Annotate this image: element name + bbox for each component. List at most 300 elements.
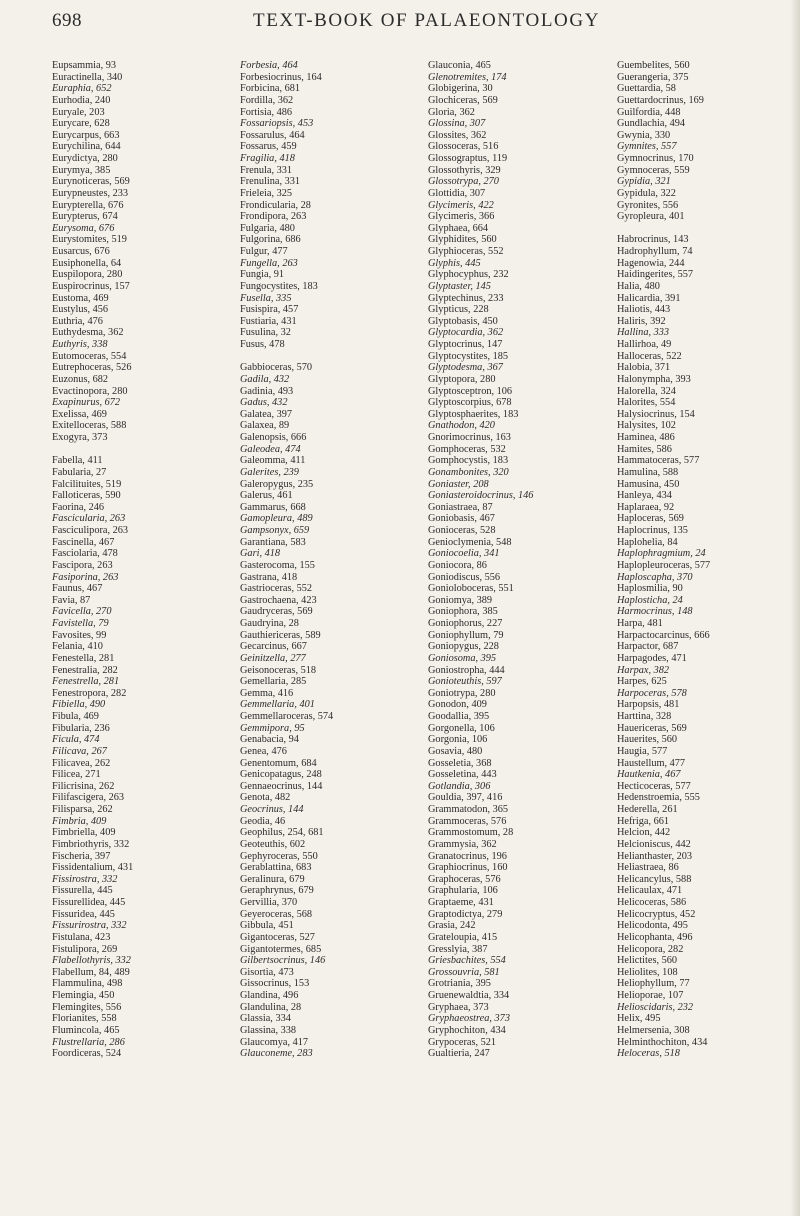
index-entry: Gerablattina, 683 <box>240 862 312 874</box>
index-entry: Eupsammia, 93 <box>52 60 117 71</box>
index-entry: Harpes, 625 <box>617 676 667 688</box>
index-entry: Glochiceras, 569 <box>428 94 498 106</box>
index-entry: Grammatodon, 365 <box>428 804 509 815</box>
index-entry: Eurypterella, 676 <box>52 199 124 211</box>
index-entry: Flumincola, 465 <box>52 1024 120 1036</box>
index-entry: Fabularia, 27 <box>52 466 107 478</box>
index-entry: Eurystomites, 519 <box>52 234 127 246</box>
index-entry: Goodallia, 395 <box>428 711 490 722</box>
index-entry: Fascicularia, 263 <box>52 513 126 525</box>
index-entry: Hautkenia, 467 <box>617 769 681 781</box>
index-entry: Gigantotermes, 685 <box>240 943 322 955</box>
index-entry: Heloceras, 518 <box>617 1048 680 1060</box>
index-entry: Fusella, 335 <box>240 292 292 304</box>
index-entry: Fistulipora, 269 <box>52 943 118 955</box>
index-entry: Gisortia, 473 <box>240 966 294 978</box>
index-entry: Exogyra, 373 <box>52 432 108 443</box>
index-entry: Goniotrypa, 280 <box>428 687 496 699</box>
index-entry: Graphiocrinus, 160 <box>428 862 508 874</box>
index-entry: Fungocystites, 183 <box>240 280 318 292</box>
index-entry: Haplopleuroceras, 577 <box>617 559 711 571</box>
index-entry: Gorgonella, 106 <box>428 722 495 734</box>
index-entry: Gosavia, 480 <box>428 745 483 757</box>
index-entry: Flabellum, 84, 489 <box>52 966 130 978</box>
section-gap <box>52 444 222 456</box>
index-entry: Glaucomya, 417 <box>240 1036 309 1048</box>
index-entry: Halysites, 102 <box>617 420 676 432</box>
index-entry: Halicardia, 391 <box>617 292 681 304</box>
index-entry: Glyptosceptron, 106 <box>428 385 513 397</box>
index-entry: Helicaulax, 471 <box>617 885 683 897</box>
index-entry: Galerus, 461 <box>240 490 293 502</box>
index-column-1 <box>52 60 222 1060</box>
index-entry: Fasiporina, 263 <box>52 571 119 583</box>
index-entry: Eurycare, 628 <box>52 118 110 130</box>
index-entry: Gibbula, 451 <box>240 920 294 932</box>
index-entry: Guerangeria, 375 <box>617 71 689 83</box>
section-gap <box>240 351 410 363</box>
index-entry: Filifascigera, 263 <box>52 792 125 804</box>
index-entry: Foordiceras, 524 <box>52 1048 122 1060</box>
index-entry: Glauconia, 465 <box>428 60 491 71</box>
index-entry: Geinitzella, 277 <box>240 652 306 664</box>
index-entry: Garantiana, 583 <box>240 536 306 548</box>
index-entry: Eurydictya, 280 <box>52 153 118 164</box>
index-entry: Guembelites, 560 <box>617 60 690 71</box>
index-entry: Galeropygus, 235 <box>240 478 314 490</box>
index-entry: Flabellothyris, 332 <box>52 955 131 967</box>
index-entry: Glypticus, 228 <box>428 304 489 316</box>
index-entry: Fragilia, 418 <box>240 153 295 164</box>
index-entry: Fasciculipora, 263 <box>52 525 129 536</box>
index-entry: Helix, 495 <box>617 1013 661 1025</box>
index-entry: Eurychilina, 644 <box>52 141 121 153</box>
index-entry: Halorites, 554 <box>617 397 676 409</box>
index-entry: Gosseletina, 443 <box>428 769 497 781</box>
index-entry: Gloria, 362 <box>428 106 475 118</box>
index-entry: Eurymya, 385 <box>52 164 111 176</box>
index-entry: Euspirocrinus, 157 <box>52 280 130 292</box>
index-entry: Grossouvria, 581 <box>428 966 500 978</box>
index-entry: Eurhodia, 240 <box>52 94 111 106</box>
index-entry: Euractinella, 340 <box>52 71 123 83</box>
index-entry: Haminea, 486 <box>617 432 675 443</box>
index-entry: Hadrophyllum, 74 <box>617 246 693 257</box>
index-entry: Gosseletia, 368 <box>428 757 492 769</box>
index-entry: Ficula, 474 <box>52 734 100 746</box>
index-entry: Filicrisina, 262 <box>52 780 115 792</box>
index-entry: Gervillia, 370 <box>240 897 298 908</box>
index-entry: Goniosoma, 395 <box>428 652 497 664</box>
index-entry: Grateloupia, 415 <box>428 931 498 943</box>
index-entry: Fossariopsis, 453 <box>240 118 314 130</box>
index-entry: Fusispira, 457 <box>240 304 299 316</box>
index-entry: Gammarus, 668 <box>240 501 306 513</box>
index-entry: Haplophragmium, 24 <box>617 548 706 560</box>
running-title: TEXT-BOOK OF PALAEONTOLOGY <box>253 10 601 31</box>
index-entry: Gymnoceras, 559 <box>617 164 690 176</box>
index-entry: Galerites, 239 <box>240 466 299 478</box>
index-entry: Haplohelia, 84 <box>617 536 678 548</box>
index-entry: Helmersenia, 308 <box>617 1024 690 1036</box>
index-entry: Fenestrella, 281 <box>52 676 120 688</box>
index-entry: Eusarcus, 676 <box>52 246 110 257</box>
index-entry: Haplosmilia, 90 <box>617 583 683 595</box>
index-entry: Harpactor, 687 <box>617 641 679 653</box>
index-entry: Hallirhoa, 49 <box>617 339 672 350</box>
index-entry: Guettardia, 58 <box>617 83 676 95</box>
index-entry: Glyptechinus, 233 <box>428 292 504 304</box>
page-header <box>0 10 800 40</box>
index-entry: Geoteuthis, 602 <box>240 838 306 850</box>
index-entry: Eurynoticeras, 569 <box>52 176 130 188</box>
index-entry: Hanleya, 434 <box>617 490 672 502</box>
index-entry: Gemellaria, 285 <box>240 676 307 688</box>
index-entry: Gauthiericeras, 589 <box>240 629 321 641</box>
index-entry: Halobia, 371 <box>617 362 671 374</box>
index-entry: Haploceras, 569 <box>617 513 684 525</box>
index-entry: Fulgur, 477 <box>240 246 288 257</box>
index-entry: Forbesia, 464 <box>240 60 298 71</box>
index-entry: Harpax, 382 <box>617 664 670 676</box>
index-entry: Graphularia, 106 <box>428 885 498 897</box>
index-entry: Glyptaster, 145 <box>428 280 491 292</box>
index-entry: Euthydesma, 362 <box>52 327 124 339</box>
index-entry: Genicopatagus, 248 <box>240 769 322 781</box>
index-entry: Goniaster, 208 <box>428 478 489 490</box>
index-entry: Filicea, 271 <box>52 769 101 781</box>
index-entry: Globigerina, 30 <box>428 83 493 95</box>
index-entry: Haplaraea, 92 <box>617 501 675 513</box>
index-entry: Gonioteuthis, 597 <box>428 676 502 688</box>
index-entry: Grammoceras, 576 <box>428 815 507 827</box>
index-entry: Galeomma, 411 <box>240 455 306 467</box>
index-entry: Euthyris, 338 <box>52 339 108 350</box>
index-entry: Glossotrypa, 270 <box>428 176 499 188</box>
index-entry: Felania, 410 <box>52 641 103 653</box>
index-entry: Gasterocoma, 155 <box>240 559 315 571</box>
index-entry: Gryphochiton, 434 <box>428 1024 506 1036</box>
index-entry: Forbesiocrinus, 164 <box>240 71 322 83</box>
index-entry: Glottidia, 307 <box>428 187 486 199</box>
index-entry: Glossothyris, 329 <box>428 164 501 176</box>
index-entry: Faorina, 246 <box>52 501 105 513</box>
index-entry: Fischeria, 397 <box>52 850 111 862</box>
index-entry: Glyptobasis, 450 <box>428 315 498 327</box>
index-entry: Goniophora, 385 <box>428 606 498 618</box>
index-entry: Filisparsa, 262 <box>52 804 113 815</box>
index-entry: Gomphocystis, 183 <box>428 455 509 467</box>
index-entry: Grypoceras, 521 <box>428 1036 497 1048</box>
index-entry: Gypidia, 321 <box>617 176 671 188</box>
index-entry: Halia, 480 <box>617 280 660 292</box>
index-entry: Goniophyllum, 79 <box>428 629 504 641</box>
index-entry: Gnathodon, 420 <box>428 420 495 432</box>
index-entry: Fabella, 411 <box>52 455 103 467</box>
index-entry: Gorgonia, 106 <box>428 734 488 746</box>
index-entry: Gomphoceras, 532 <box>428 443 506 455</box>
index-entry: Goniobasis, 467 <box>428 513 495 525</box>
index-entry: Haugia, 577 <box>617 745 668 757</box>
index-entry: Euryale, 203 <box>52 106 105 118</box>
index-entry: Fordilla, 362 <box>240 94 294 106</box>
index-entry: Fossarus, 459 <box>240 141 297 153</box>
index-entry: Glycimeris, 366 <box>428 211 495 223</box>
index-entry: Gemma, 416 <box>240 687 294 699</box>
index-entry: Galeodea, 474 <box>240 443 301 455</box>
index-entry: Fascinella, 467 <box>52 536 115 548</box>
index-entry: Glyptocrinus, 147 <box>428 339 503 350</box>
index-entry: Eurypneustes, 233 <box>52 187 129 199</box>
index-entry: Forbicina, 681 <box>240 83 301 95</box>
index-column-4 <box>617 60 797 1060</box>
index-entry: Fissidentalium, 431 <box>52 862 134 874</box>
index-entry: Geodia, 46 <box>240 815 286 827</box>
index-entry: Gennaeocrinus, 144 <box>240 780 323 792</box>
index-entry: Gotlandia, 306 <box>428 780 491 792</box>
index-entry: Glycimeris, 422 <box>428 199 494 211</box>
index-entry: Fissurellidea, 445 <box>52 897 126 908</box>
index-entry: Helicancylus, 588 <box>617 873 692 885</box>
index-entry: Hamites, 586 <box>617 443 672 455</box>
index-entry: Harpagodes, 471 <box>617 652 687 664</box>
index-entry: Fusus, 478 <box>240 339 285 350</box>
index-entry: Filicavea, 262 <box>52 757 111 769</box>
index-entry: Grammostomum, 28 <box>428 827 514 839</box>
index-entry: Habrocrinus, 143 <box>617 234 689 246</box>
index-entry: Goniostropha, 444 <box>428 664 505 676</box>
index-entry: Helcioniscus, 442 <box>617 838 691 850</box>
index-column-2 <box>240 60 410 1060</box>
index-entry: Gryphaea, 373 <box>428 1001 489 1013</box>
index-entry: Euzonus, 682 <box>52 373 109 385</box>
index-entry: Hauericeras, 569 <box>617 722 687 734</box>
index-entry: Hedenstroemia, 555 <box>617 792 700 804</box>
index-entry: Gaudryceras, 569 <box>240 606 313 618</box>
index-entry: Hammatoceras, 577 <box>617 455 700 467</box>
index-entry: Frieleia, 325 <box>240 187 293 199</box>
index-entry: Gyronites, 556 <box>617 199 679 211</box>
index-entry: Goniodiscus, 556 <box>428 571 501 583</box>
index-entry: Falcilituites, 519 <box>52 478 122 490</box>
index-entry: Glyphidites, 560 <box>428 234 497 246</box>
index-entry: Griesbachites, 554 <box>428 955 506 967</box>
index-entry: Geralinura, 679 <box>240 873 305 885</box>
index-entry: Glyphis, 445 <box>428 257 481 269</box>
index-entry: Geraphrynus, 679 <box>240 885 314 897</box>
index-entry: Harpactocarcinus, 666 <box>617 629 710 641</box>
index-entry: Frondipora, 263 <box>240 211 307 223</box>
index-entry: Gyropleura, 401 <box>617 211 685 223</box>
index-entry: Gualtieria, 247 <box>428 1048 490 1060</box>
index-entry: Favia, 87 <box>52 594 91 606</box>
section-gap <box>617 223 797 235</box>
index-entry: Granatocrinus, 196 <box>428 850 507 862</box>
index-entry: Eurycarpus, 663 <box>52 129 120 141</box>
index-entry: Fungia, 91 <box>240 269 285 281</box>
index-entry: Guilfordia, 448 <box>617 106 681 118</box>
index-entry: Fustiaria, 431 <box>240 315 297 327</box>
index-entry: Gissocrinus, 153 <box>240 978 310 990</box>
index-entry: Gari, 418 <box>240 548 281 560</box>
index-entry: Graptodictya, 279 <box>428 908 503 920</box>
index-entry: Fimbriella, 409 <box>52 827 116 839</box>
index-entry: Frenulina, 331 <box>240 176 301 188</box>
index-entry: Fimbriothyris, 332 <box>52 838 130 850</box>
index-entry: Faunus, 467 <box>52 583 103 595</box>
index-entry: Glyphocyphus, 232 <box>428 269 509 281</box>
index-entry: Euthria, 476 <box>52 315 103 327</box>
index-entry: Guettardocrinus, 169 <box>617 94 704 106</box>
index-entry: Favosites, 99 <box>52 629 107 641</box>
index-entry: Gundlachia, 494 <box>617 118 686 130</box>
index-entry: Flemingia, 450 <box>52 990 115 1001</box>
index-entry: Fulgorina, 686 <box>240 234 301 246</box>
index-entry: Genentomum, 684 <box>240 757 317 769</box>
index-entry: Fenestropora, 282 <box>52 687 127 699</box>
index-entry: Hederella, 261 <box>617 804 678 815</box>
index-entry: Gilbertsocrinus, 146 <box>240 955 326 967</box>
index-entry: Graptaeme, 431 <box>428 897 494 908</box>
index-entry: Harpopsis, 481 <box>617 699 680 711</box>
index-entry: Glyptopora, 280 <box>428 373 496 385</box>
index-entry: Glossograptus, 119 <box>428 153 508 164</box>
index-entry: Grasia, 242 <box>428 920 476 932</box>
index-entry: Fasciolaria, 478 <box>52 548 118 560</box>
index-entry: Gonambonites, 320 <box>428 466 509 478</box>
index-entry: Gecarcinus, 667 <box>240 641 307 653</box>
index-entry: Gonioceras, 528 <box>428 525 496 536</box>
index-entry: Glandulina, 28 <box>240 1001 302 1013</box>
index-entry: Haploscapha, 370 <box>617 571 693 583</box>
index-entry: Glyphioceras, 552 <box>428 246 504 257</box>
index-entry: Glauconeme, 283 <box>240 1048 313 1060</box>
index-entry: Gastrochaena, 423 <box>240 594 317 606</box>
index-entry: Grotriania, 395 <box>428 978 491 990</box>
index-entry: Gruenewaldtia, 334 <box>428 990 510 1001</box>
index-entry: Evactinopora, 280 <box>52 385 128 397</box>
index-entry: Fusulina, 32 <box>240 327 291 339</box>
index-entry: Fenestella, 281 <box>52 652 115 664</box>
index-entry: Goniastraea, 87 <box>428 501 493 513</box>
index-entry: Heliolites, 108 <box>617 966 678 978</box>
index-entry: Falloticeras, 590 <box>52 490 121 502</box>
index-entry: Fulgaria, 480 <box>240 222 295 234</box>
index-entry: Harpoceras, 578 <box>617 687 687 699</box>
index-entry: Gemmipora, 95 <box>240 722 305 734</box>
index-entry: Geophilus, 254, 681 <box>240 827 324 839</box>
index-entry: Helicoceras, 586 <box>617 897 687 908</box>
index-entry: Frondicularia, 28 <box>240 199 311 211</box>
index-entry: Hamusina, 450 <box>617 478 680 490</box>
index-entry: Euraphia, 652 <box>52 83 112 95</box>
index-entry: Hallina, 333 <box>617 327 670 339</box>
index-entry: Glyptosphaerites, 183 <box>428 408 519 420</box>
index-column-3 <box>428 60 603 1060</box>
index-entry: Gampsonyx, 659 <box>240 525 310 536</box>
index-entry: Glyptocystites, 185 <box>428 350 509 362</box>
index-entry: Fossarulus, 464 <box>240 129 305 141</box>
index-entry: Haustellum, 477 <box>617 757 686 769</box>
index-entry: Fistulana, 423 <box>52 931 111 943</box>
index-entry: Goniocoelia, 341 <box>428 548 500 560</box>
index-entry: Glyptodesma, 367 <box>428 362 503 374</box>
index-entry: Haidingerites, 557 <box>617 269 694 281</box>
index-entry: Gonioloboceras, 551 <box>428 583 514 595</box>
index-entry: Eutomoceras, 554 <box>52 350 127 362</box>
index-entry: Genota, 482 <box>240 792 291 804</box>
index-entry: Gonodon, 409 <box>428 699 487 711</box>
index-entry: Genea, 476 <box>240 745 287 757</box>
index-entry: Helioscidaris, 232 <box>617 1001 694 1013</box>
index-entry: Exapinurus, 672 <box>52 397 121 409</box>
index-entry: Gymnites, 557 <box>617 141 677 153</box>
index-entry: Eurysoma, 676 <box>52 222 115 234</box>
index-entry: Helicopora, 282 <box>617 943 684 955</box>
index-entry: Halloceras, 522 <box>617 350 682 362</box>
index-entry: Heliophyllum, 77 <box>617 978 690 990</box>
index-entry: Gamopleura, 489 <box>240 513 313 525</box>
index-entry: Goniomya, 389 <box>428 594 493 606</box>
index-entry: Glyphaea, 664 <box>428 222 489 234</box>
index-entry: Glossites, 362 <box>428 129 487 141</box>
index-entry: Halysiocrinus, 154 <box>617 408 695 420</box>
index-entry: Haliris, 392 <box>617 315 666 327</box>
index-entry: Galatea, 397 <box>240 408 293 420</box>
index-entry: Glassia, 334 <box>240 1013 291 1025</box>
index-entry: Eustylus, 456 <box>52 304 109 316</box>
index-entry: Goniasteroidocrinus, 146 <box>428 490 534 502</box>
index-entry: Gouldia, 397, 416 <box>428 792 503 804</box>
index-entry: Gryphaeostrea, 373 <box>428 1013 510 1025</box>
index-entry: Eusiphonella, 64 <box>52 257 122 269</box>
index-entry: Fissurella, 445 <box>52 885 113 897</box>
index-entry: Gnorimocrinus, 163 <box>428 432 511 443</box>
index-entry: Hauerites, 560 <box>617 734 678 746</box>
index-entry: Haplocrinus, 135 <box>617 525 688 536</box>
index-entry: Hecticoceras, 577 <box>617 780 691 792</box>
index-entry: Helminthochiton, 434 <box>617 1036 708 1048</box>
index-entry: Glandina, 496 <box>240 990 299 1001</box>
index-entry: Gastrana, 418 <box>240 571 298 583</box>
index-entry: Galenopsis, 666 <box>240 432 307 443</box>
index-entry: Gemmellaria, 401 <box>240 699 315 711</box>
index-entry: Fibula, 469 <box>52 711 99 722</box>
index-entry: Gaudryina, 28 <box>240 618 299 629</box>
index-entry: Gastrioceras, 552 <box>240 583 313 595</box>
index-entry: Hefriga, 661 <box>617 815 670 827</box>
index-entry: Helianthaster, 203 <box>617 850 693 862</box>
index-entry: Gymnocrinus, 170 <box>617 153 694 164</box>
index-entry: Heliastraea, 86 <box>617 862 679 874</box>
index-entry: Fissirostra, 332 <box>52 873 118 885</box>
index-entry: Galaxea, 89 <box>240 420 290 432</box>
index-entry: Helicodonta, 495 <box>617 920 688 932</box>
index-entry: Gresslyia, 387 <box>428 943 488 955</box>
index-entry: Harpa, 481 <box>617 618 663 629</box>
index-entry: Fibularia, 236 <box>52 722 110 734</box>
index-entry: Hagenowia, 244 <box>617 257 685 269</box>
index-entry: Exitelloceras, 588 <box>52 420 127 432</box>
index-entry: Gemmellaroceras, 574 <box>240 711 334 722</box>
index-entry: Glyptoscorpius, 678 <box>428 397 512 409</box>
index-entry: Gwynia, 330 <box>617 129 671 141</box>
index-entry: Gadus, 432 <box>240 397 288 409</box>
index-entry: Geocrinus, 144 <box>240 804 304 815</box>
index-entry: Exelissa, 469 <box>52 408 107 420</box>
index-entry: Eustoma, 469 <box>52 292 109 304</box>
index-entry: Flammulina, 498 <box>52 978 123 990</box>
